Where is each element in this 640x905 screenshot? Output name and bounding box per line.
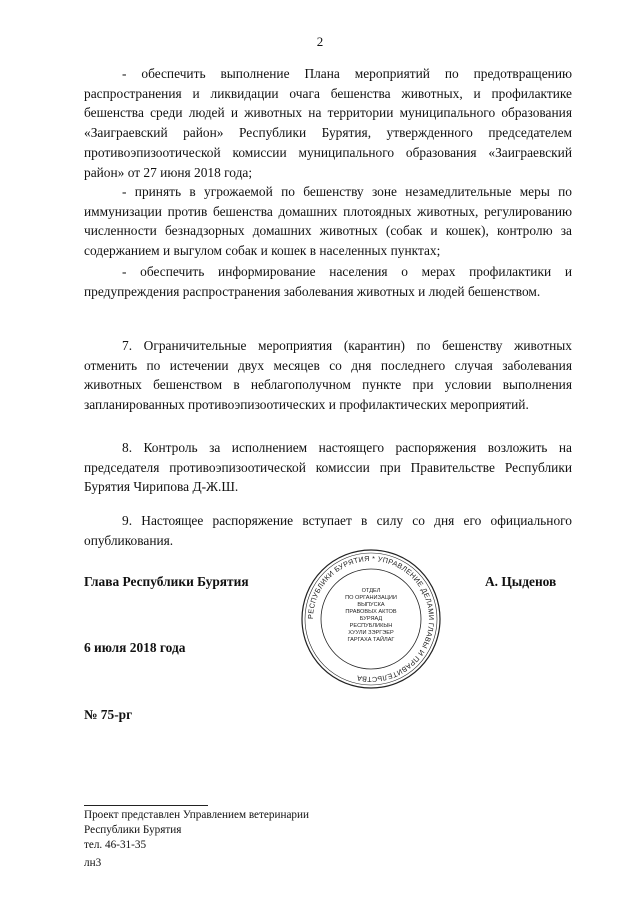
paragraph-informing: - обеспечить информирование населения о мерах профилактики и предупреждения распространения заболевания животных и людей бешенством. [84,264,572,299]
page-number: 2 [316,34,324,49]
footnote-phone: тел. 46-31-35 [84,839,147,851]
signatory-name: А. Цыденов [485,574,557,589]
official-stamp [300,548,442,690]
footnote-line: Республики Бурятия [84,824,182,836]
paragraph-control: 8. Контроль за исполнением настоящего распоряжения возложить на председателя противоэпизоотической комиссии при Правительстве Республики Бурятия Чирипова Д-Ж.Ш. [84,440,572,495]
paragraph-immunization: - принять в угрожаемой по бешенству зоне незамедлительные меры по иммунизации против бешенства домашних плотоядных животных, регулированию численности безнадзорных домашних животных (собак и кошек), контролю за содержанием и выгулом собак и кошек в населенных пунктах; [84,184,572,259]
document-number: № 75-рг [84,707,133,722]
footnote-code: лн3 [84,857,102,869]
paragraph-plan: - обеспечить выполнение Плана мероприятий по предотвращению распространения и ликвидации очага бешенства животных, и профилактике бешенства среди людей и животных на территории муниципального образования «Заиграевский район» Республики Бурятия, утвержденного председателем противоэпизоотической комиссии муниципального образования «Заиграевский район» от 27 июня 2018 года; [84,66,572,180]
stamp-line: РЕСПУБЛИКЫН [349,623,393,629]
stamp-line: ХУУЛИ ЗЭРГЭЕР [348,630,394,636]
paragraph-quarantine: 7. Ограничительные мероприятия (карантин) по бешенству животных отменить по истечении двух месяцев со дня последнего случая заболевания животных бешенством в неблагополучном пункте при условии выполнения запланированных противоэпизоотических и профилактических мероприятий. [84,338,572,413]
stamp-line: ВЫПУСКА [357,602,385,608]
stamp-ring-text: РЕСПУБЛИКИ БУРЯТИЯ * УПРАВЛЕНИЕ ДЕЛАМИ ГЛАВЫ И ПРАВИТЕЛЬСТВА [305,553,437,685]
stamp-line: ПРАВОВЫХ АКТОВ [345,609,397,615]
stamp-line: БУРЯАД [359,616,383,622]
stamp-line: ОТДЕЛ [361,588,381,594]
paragraph-effective: 9. Настоящее распоряжение вступает в силу со дня его официального опубликования. [84,513,572,548]
stamp-line: ПО ОРГАНИЗАЦИИ [345,595,397,601]
document-date: 6 июля 2018 года [84,640,186,655]
stamp-line: ГАРГАХА ТАЙЛАГ [347,637,395,643]
footnote-line: Проект представлен Управлением ветеринарии [84,809,309,821]
footnote-divider [84,805,208,806]
signatory-position: Глава Республики Бурятия [84,574,249,589]
